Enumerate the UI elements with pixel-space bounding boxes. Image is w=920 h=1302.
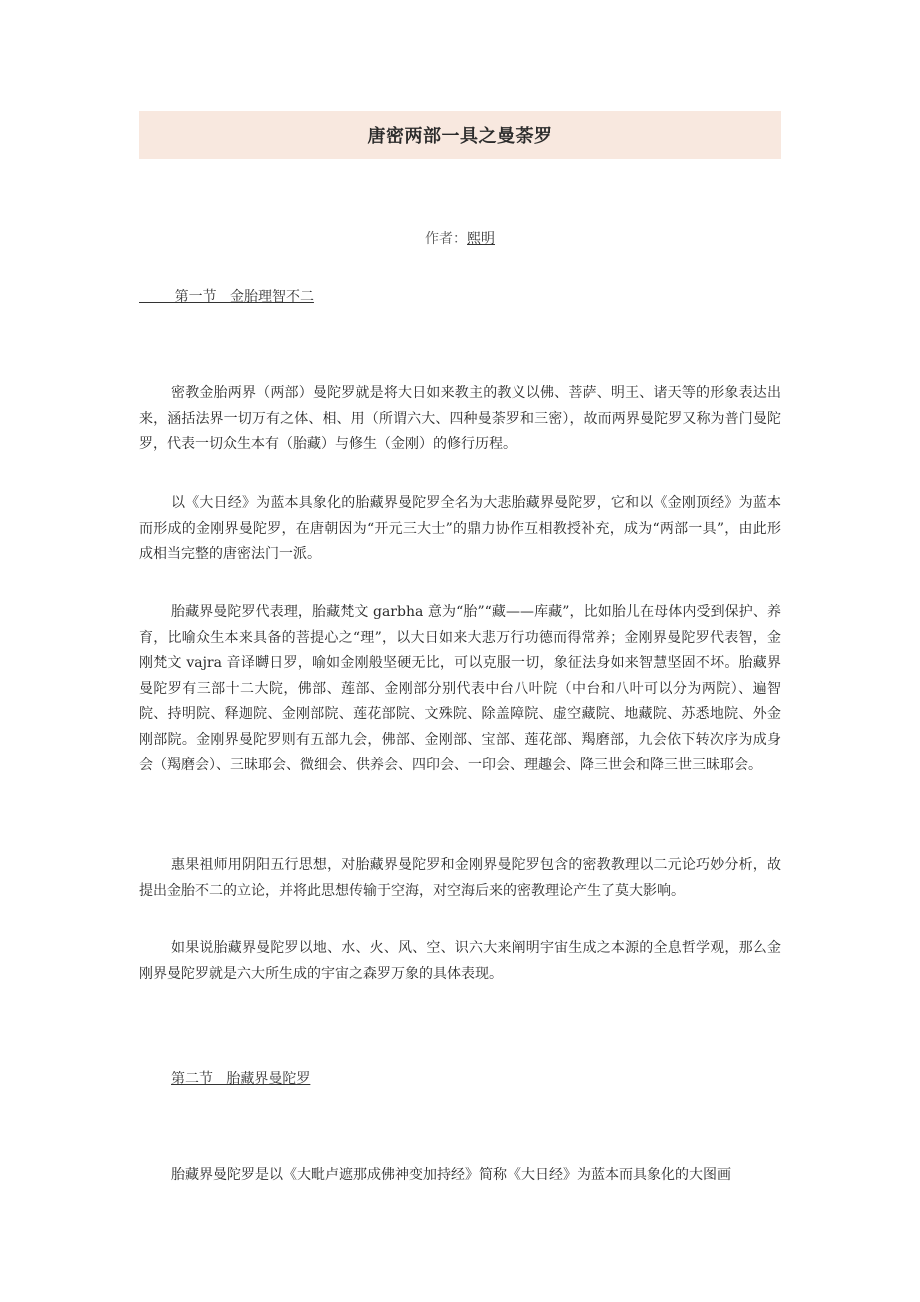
paragraph-5: 如果说胎藏界曼陀罗以地、水、火、风、空、识六大来阐明宇宙生成之本源的全息哲学观，那么金刚界曼陀罗就是六大所生成的宇宙之森罗万象的具体表现。 xyxy=(139,940,781,982)
paragraph-3: 胎藏界曼陀罗代表理，胎藏梵文 garbha 意为“胎”“藏——库藏”，比如胎儿在母体内受到保护、养育，比喻众生本来具备的菩提心之“理”，以大日如来大悲万行功德而得常养；金刚界曼陀罗代表智，金刚梵文 vajra 音译嚩日罗，喻如金刚般坚硬无比，可以克服一切，象征法身如来智慧坚固不坏。胎藏界曼陀罗有三部十二大院，佛部、莲部、金刚部分别代表中台八叶院（中台和八叶可以分为两院）、遍智院、持明院、释迦院、金刚部院、莲花部院、文殊院、除盖障院、虚空藏院、地藏院、苏悉地院、外金刚部院。金刚界曼陀罗则有五部九会，佛部、金刚部、宝部、莲花部、羯磨部，九会依下转次序为成身会（羯磨会）、三昧耶会、微细会、供养会、四印会、一印会、理趣会、降三世会和降三世三昧耶会。 xyxy=(139,604,781,773)
section-heading-1: 第一节 金胎理智不二 xyxy=(139,289,314,305)
paragraph-4: 惠果祖师用阴阳五行思想，对胎藏界曼陀罗和金刚界曼陀罗包含的密教教理以二元论巧妙分析，故提出金胎不二的立论，并将此思想传输于空海，对空海后来的密教理论产生了莫大影响。 xyxy=(139,857,781,899)
page-title: 唐密两部一具之曼荼罗 xyxy=(367,126,553,147)
paragraph-6: 胎藏界曼陀罗是以《大毗卢遮那成佛神变加持经》简称《大日经》为蓝本而具象化的大图画 xyxy=(171,1167,731,1183)
author-label: 作者： xyxy=(425,231,467,247)
author-line xyxy=(139,228,781,248)
title-banner xyxy=(139,111,781,159)
author-link[interactable]: 熙明 xyxy=(467,231,495,247)
section-heading-2: 第二节 胎藏界曼陀罗 xyxy=(171,1071,311,1087)
paragraph-2: 以《大日经》为蓝本具象化的胎藏界曼陀罗全名为大悲胎藏界曼陀罗，它和以《金刚顶经》为蓝本而形成的金刚界曼陀罗，在唐朝因为“开元三大士”的鼎力协作互相教授补充，成为“两部一具”，由此形成相当完整的唐密法门一派。 xyxy=(139,495,781,562)
paragraph-1: 密教金胎两界（两部）曼陀罗就是将大日如来教主的教义以佛、菩萨、明王、诸天等的形象表达出来，涵括法界一切万有之体、相、用（所谓六大、四种曼荼罗和三密），故而两界曼陀罗又称为普门曼陀罗，代表一切众生本有（胎藏）与修生（金刚）的修行历程。 xyxy=(139,385,781,452)
